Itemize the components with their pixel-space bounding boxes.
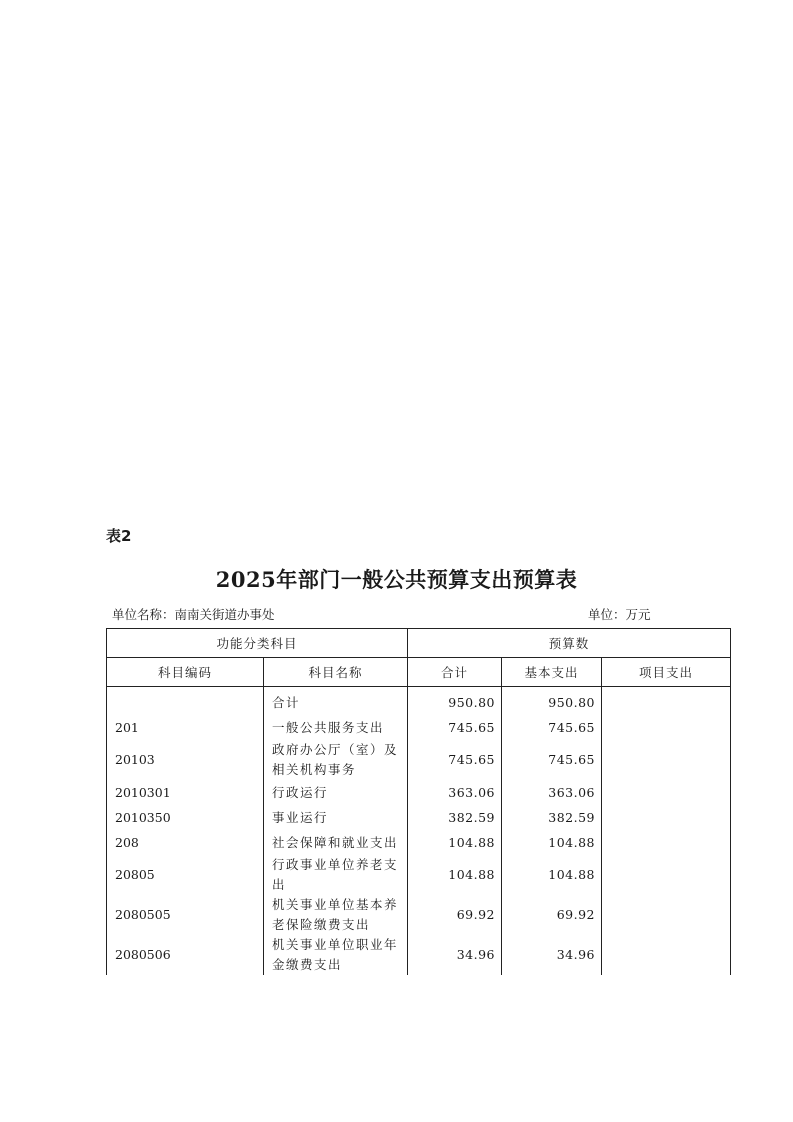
cell-total: 382.59 — [408, 805, 502, 830]
cell-name: 事业运行 — [264, 805, 408, 830]
cell-total: 69.92 — [408, 895, 502, 935]
cell-project — [602, 935, 731, 975]
cell-total: 104.88 — [408, 855, 502, 895]
cell-code: 201 — [107, 715, 264, 740]
cell-total: 745.65 — [408, 715, 502, 740]
table-row — [107, 687, 731, 716]
currency-unit-label: 单位：万元 — [588, 607, 651, 622]
cell-basic: 382.59 — [502, 805, 602, 830]
cell-project — [602, 830, 731, 855]
column-header-code: 科目编码 — [107, 658, 264, 687]
cell-basic: 745.65 — [502, 715, 602, 740]
cell-code: 2010301 — [107, 780, 264, 805]
cell-project — [602, 715, 731, 740]
cell-basic: 104.88 — [502, 855, 602, 895]
page-title: 2025年部门一般公共预算支出预算表 — [215, 567, 578, 592]
cell-project — [602, 687, 731, 716]
cell-total: 745.65 — [408, 740, 502, 780]
table-row — [107, 715, 731, 740]
table-row — [107, 830, 731, 855]
cell-basic: 69.92 — [502, 895, 602, 935]
cell-code: 2080506 — [107, 935, 264, 975]
cell-code — [107, 687, 264, 716]
header-functional-category: 功能分类科目 — [107, 629, 408, 658]
cell-name: 机关事业单位职业年金缴费支出 — [264, 935, 408, 975]
cell-basic: 34.96 — [502, 935, 602, 975]
cell-name: 合计 — [264, 687, 408, 716]
table-row — [107, 855, 731, 895]
cell-project — [602, 805, 731, 830]
column-header-name: 科目名称 — [264, 658, 408, 687]
cell-code: 208 — [107, 830, 264, 855]
cell-name: 行政事业单位养老支出 — [264, 855, 408, 895]
cell-project — [602, 895, 731, 935]
cell-name: 行政运行 — [264, 780, 408, 805]
cell-total: 104.88 — [408, 830, 502, 855]
cell-basic: 363.06 — [502, 780, 602, 805]
table-row — [107, 935, 731, 975]
column-header-project: 项目支出 — [602, 658, 731, 687]
cell-project — [602, 740, 731, 780]
column-header-total: 合计 — [408, 658, 502, 687]
header-budget-amount: 预算数 — [408, 629, 731, 658]
cell-total: 34.96 — [408, 935, 502, 975]
cell-name: 社会保障和就业支出 — [264, 830, 408, 855]
column-header-basic: 基本支出 — [502, 658, 602, 687]
table-column-header-row — [107, 658, 731, 687]
cell-project — [602, 855, 731, 895]
cell-basic: 104.88 — [502, 830, 602, 855]
table-number: 表2 — [106, 527, 132, 545]
table-row — [107, 895, 731, 935]
budget-table — [106, 628, 731, 975]
cell-code: 2080505 — [107, 895, 264, 935]
cell-basic: 745.65 — [502, 740, 602, 780]
cell-code: 20103 — [107, 740, 264, 780]
table-row — [107, 805, 731, 830]
table-row — [107, 740, 731, 780]
unit-name-label: 单位名称：南南关街道办事处 — [112, 607, 275, 622]
cell-name: 政府办公厅（室）及相关机构事务 — [264, 740, 408, 780]
cell-code: 2010350 — [107, 805, 264, 830]
cell-name: 一般公共服务支出 — [264, 715, 408, 740]
cell-name: 机关事业单位基本养老保险缴费支出 — [264, 895, 408, 935]
table-group-header-row — [107, 629, 731, 658]
cell-basic: 950.80 — [502, 687, 602, 716]
table-row — [107, 780, 731, 805]
cell-total: 950.80 — [408, 687, 502, 716]
cell-code: 20805 — [107, 855, 264, 895]
cell-total: 363.06 — [408, 780, 502, 805]
cell-project — [602, 780, 731, 805]
